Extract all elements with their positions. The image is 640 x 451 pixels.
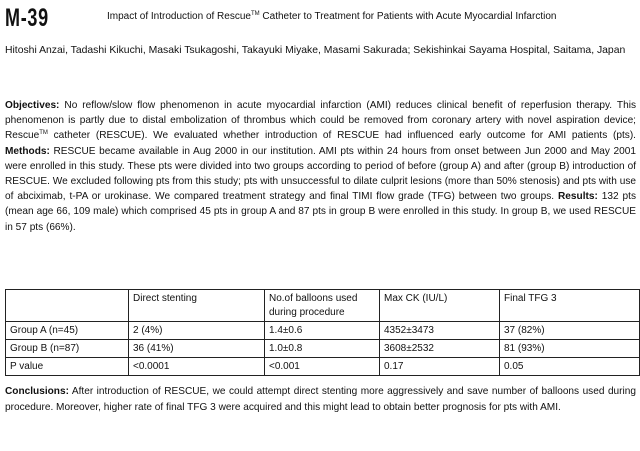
title-trademark: TM	[250, 11, 260, 17]
table-header-cell: Direct stenting	[129, 290, 265, 322]
abstract-header	[5, 3, 635, 33]
table-cell: 37 (82%)	[500, 322, 640, 340]
table-cell: Group A (n=45)	[6, 322, 129, 340]
table-cell: <0.001	[265, 358, 380, 376]
table-cell: P value	[6, 358, 129, 376]
table-cell: Group B (n=87)	[6, 340, 129, 358]
table-cell: 0.05	[500, 358, 640, 376]
abstract-title	[107, 10, 637, 23]
table-row	[6, 322, 640, 340]
table-cell: 2 (4%)	[129, 322, 265, 340]
table-cell: 3608±2532	[380, 340, 500, 358]
conclusions-section	[5, 384, 636, 415]
table-cell: <0.0001	[129, 358, 265, 376]
title-pre: Impact of Introduction of Rescue	[107, 11, 251, 22]
methods-label: Methods:	[5, 145, 50, 157]
table-header-row	[6, 290, 640, 322]
title-post: Catheter to Treatment for Patients with Acute Myocardial Infarction	[259, 11, 557, 22]
results-text: 132 pts (mean age 66, 109 male) which comprised 45 pts in group A and 87 pts in group B were enrolled in this study. In group B, we used RESCUE in 57 pts (66%).	[5, 191, 636, 233]
table-row	[6, 358, 640, 376]
objectives-text-2: catheter (RESCUE). We evaluated whether introduction of RESCUE had influenced early outcome for AMI patients (pts).	[47, 130, 636, 142]
table-cell: 1.4±0.6	[265, 322, 380, 340]
table-cell: 36 (41%)	[129, 340, 265, 358]
table-header-cell: Final TFG 3	[500, 290, 640, 322]
conclusions-label: Conclusions:	[5, 386, 69, 397]
table-header-cell: No.of balloons used during procedure	[265, 290, 380, 322]
table-header-cell	[6, 290, 129, 322]
conclusions-text: After introduction of RESCUE, we could attempt direct stenting more aggressively and save number of balloons used during procedure. Moreover, higher rate of final TFG 3 were acquired and this might lead to obtain better prognosis for pts with AMI.	[5, 386, 636, 413]
table-row	[6, 340, 640, 358]
objectives-label: Objectives:	[5, 100, 60, 111]
abstract-id: M-39	[5, 4, 49, 32]
methods-text: RESCUE became available in Aug 2000 in our institution. AMI pts within 24 hours from onset between Jun 2000 and May 2001 were enrolled in this study. These pts were divided into two groups according to period of before (group A) and after (group B) introduction of RESCUE. We excluded following pts from this study; pts with unsuccessful to dilate culprit lesions (more than 50% stenosis) and pts with use of abciximab, t-PA or urokinase. We compared treatment strategy and final TIMI flow grade (TFG) between two groups.	[5, 145, 636, 203]
table-cell: 0.17	[380, 358, 500, 376]
table-cell: 81 (93%)	[500, 340, 640, 358]
objectives-text-1: No reflow/slow flow phenomenon in acute myocardial infarction (AMI) reduces clinical benefit of reperfusion therapy. This phenomenon is partly due to distal embolization of thrombus which could be removed from coronary artery with novel aspiration device; Rescue	[5, 100, 636, 142]
table-header-cell: Max CK (IU/L)	[380, 290, 500, 322]
table-cell: 4352±3473	[380, 322, 500, 340]
authors-affiliation: Hitoshi Anzai, Tadashi Kikuchi, Masaki Tsukagoshi, Takayuki Miyake, Masami Sakurada; Sekishinkai Sayama Hospital, Saitama, Japan	[5, 45, 626, 56]
abstract-body	[5, 98, 636, 235]
table-cell: 1.0±0.8	[265, 340, 380, 358]
results-label: Results:	[558, 191, 598, 203]
objectives-trademark: TM	[39, 130, 48, 137]
results-table	[5, 289, 640, 376]
